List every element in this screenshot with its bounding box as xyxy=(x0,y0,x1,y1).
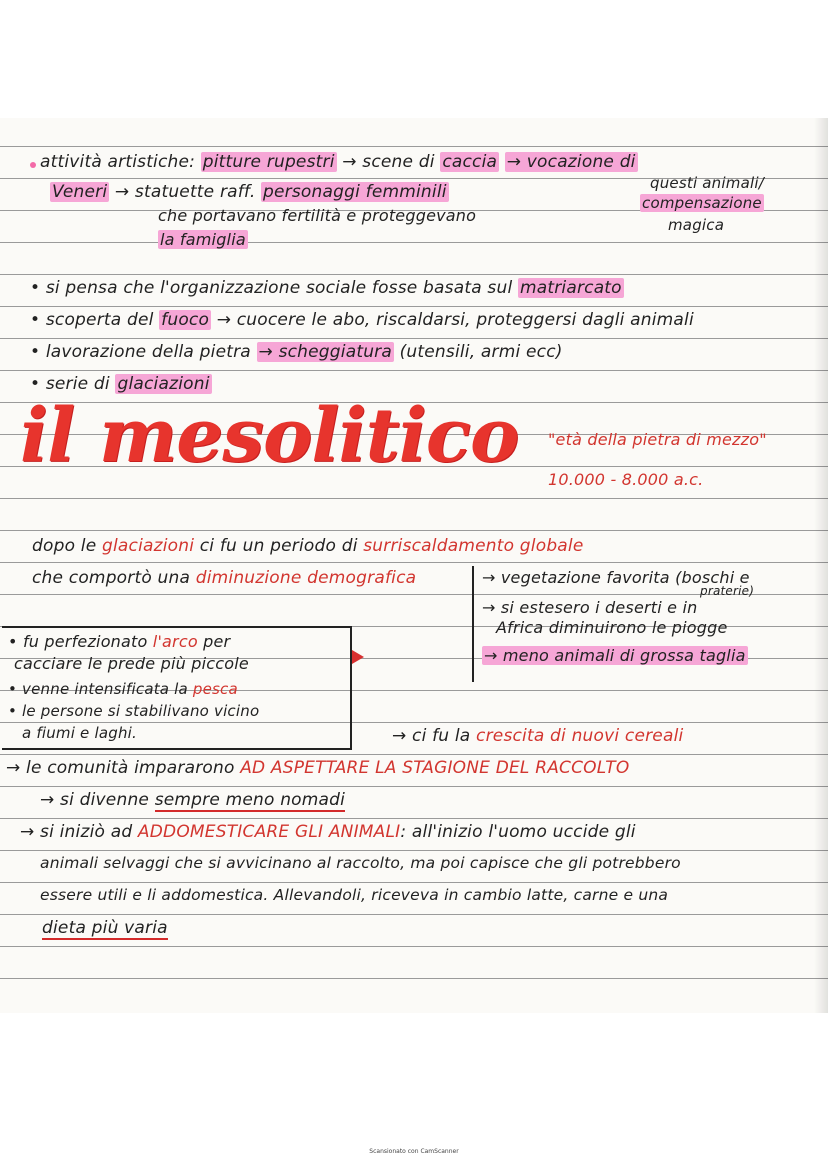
bullet-dot xyxy=(30,162,36,168)
note-line: essere utili e li addomestica. Allevandoli, riceveva in cambio latte, carne e una xyxy=(40,886,669,904)
notebook-page xyxy=(0,118,828,1013)
note-line: che comportò una diminuzione demografica xyxy=(32,568,417,588)
note-line: Veneri → statuette raff. personaggi femminili xyxy=(52,182,447,202)
note-line: Africa diminuirono le piogge xyxy=(496,618,728,637)
scanner-watermark: Scansionato con CamScanner xyxy=(369,1148,459,1155)
note-line: compensazione xyxy=(642,194,762,212)
note-bullet: • si pensa che l'organizzazione sociale fosse basata sul matriarcato xyxy=(30,278,622,298)
note-line: praterie) xyxy=(700,584,755,598)
title-dates: 10.000 - 8.000 a.c. xyxy=(548,470,704,489)
note-line: cacciare le prede più piccole xyxy=(14,654,249,673)
note-line: attività artistiche: pitture rupestri → scene di caccia → vocazione di xyxy=(40,152,636,172)
note-line: a fiumi e laghi. xyxy=(22,724,137,742)
note-line: • venne intensificata la pesca xyxy=(8,680,238,698)
note-line: → si iniziò ad ADDOMESTICARE GLI ANIMALI: all'inizio l'uomo uccide gli xyxy=(20,822,636,842)
note-bullet: • serie di glaciazioni xyxy=(30,374,210,394)
arrow-marker xyxy=(352,650,364,664)
note-line: animali selvaggi che si avvicinano al raccolto, ma poi capisce che gli potrebbero xyxy=(40,854,681,872)
page-edge-shadow xyxy=(814,118,828,1013)
bracket-line xyxy=(472,566,482,682)
note-line: questi animali/ xyxy=(650,174,764,192)
note-line: magica xyxy=(668,216,725,234)
note-line: → si divenne sempre meno nomadi xyxy=(40,790,346,810)
note-line: → vegetazione favorita (boschi e xyxy=(482,568,750,587)
page-title: il mesolitico xyxy=(20,393,519,479)
note-bullet: • lavorazione della pietra → scheggiatura (utensili, armi ecc) xyxy=(30,342,563,362)
note-line: dopo le glaciazioni ci fu un periodo di surriscaldamento globale xyxy=(32,536,584,556)
note-line: • le persone si stabilivano vicino xyxy=(8,702,260,720)
note-line: → meno animali di grossa taglia xyxy=(484,646,746,665)
note-line: → le comunità impararono AD ASPETTARE LA STAGIONE DEL RACCOLTO xyxy=(6,758,630,778)
note-line: → ci fu la crescita di nuovi cereali xyxy=(392,726,684,746)
note-line: • fu perfezionato l'arco per xyxy=(8,632,231,651)
note-bullet: • scoperta del fuoco → cuocere le abo, riscaldarsi, proteggersi dagli animali xyxy=(30,310,694,330)
note-line: → si estesero i deserti e in xyxy=(482,598,698,617)
note-line: la famiglia xyxy=(160,230,246,249)
note-line: che portavano fertilità e proteggevano xyxy=(158,206,477,225)
note-line: dieta più varia xyxy=(42,918,168,938)
title-subtitle: "età della pietra di mezzo" xyxy=(548,430,767,449)
